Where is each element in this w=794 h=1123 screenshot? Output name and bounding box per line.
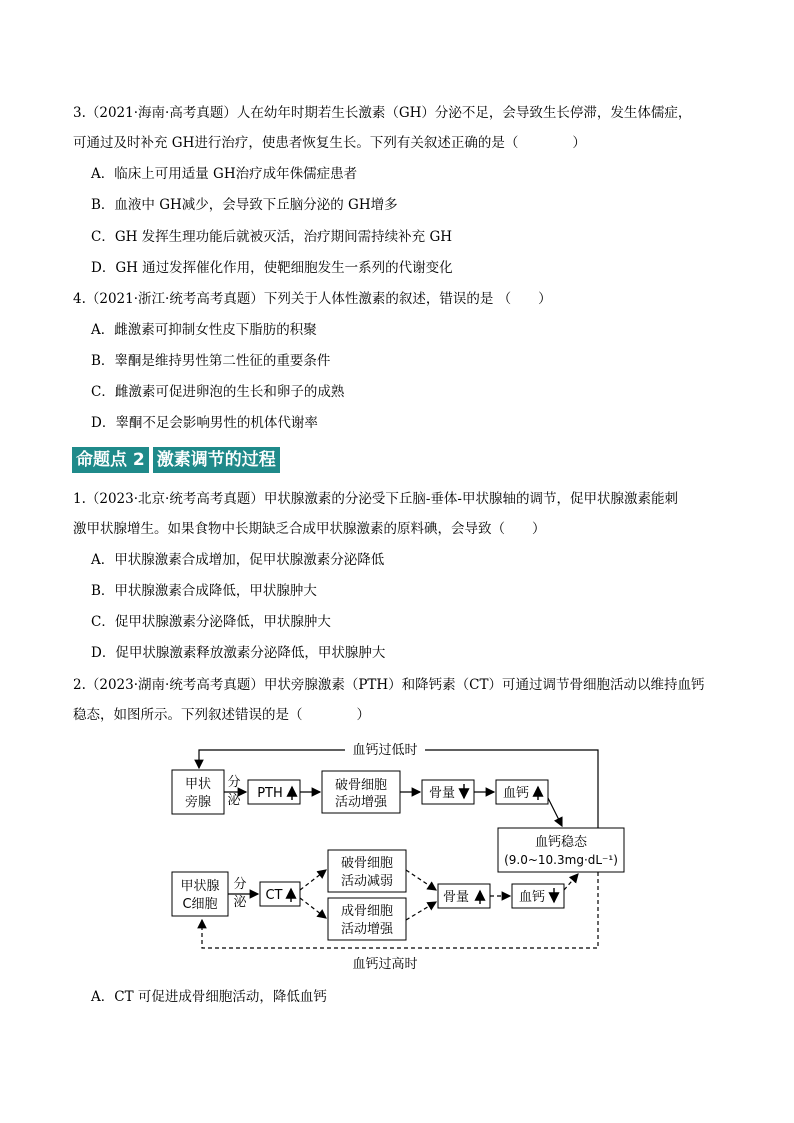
section-heading (72, 447, 280, 473)
parathyroid-line1: 甲状 (184, 777, 212, 792)
homeostasis-title: 血钙稳态 (534, 835, 588, 850)
osteoblast-up-line1: 成骨细胞 (340, 904, 394, 919)
q3-option-d: D．GH 通过发挥催化作用，使靶细胞发生一系列的代谢变化 (91, 260, 453, 276)
s2-stem-line2: 稳态，如图所示。下列叙述错误的是（ ） (73, 707, 370, 723)
q4-option-a: A．雌激素可抑制女性皮下脂肪的积聚 (91, 322, 317, 338)
q3-option-c: C．GH 发挥生理功能后就被灭活，治疗期间需持续补充 GH (91, 229, 453, 245)
osteoblast-up-line2: 活动增强 (340, 922, 394, 937)
s1-option-a: A．甲状腺激素合成增加，促甲状腺激素分泌降低 (91, 552, 385, 568)
section-title: 激素调节的过程 (153, 447, 280, 473)
ct-label: CT (265, 888, 283, 903)
s1-option-d: D．促甲状腺激素释放激素分泌降低，甲状腺肿大 (91, 645, 386, 661)
q4-option-b: B．睾酮是维持男性第二性征的重要条件 (91, 353, 331, 369)
pth-label: PTH (257, 786, 283, 801)
secrete-bottom-1: 分 (233, 877, 247, 892)
label-calcium-high: 血钙过高时 (352, 957, 418, 972)
thyroid-c-line1: 甲状腺 (180, 879, 220, 894)
q4-option-d: D．睾酮不足会影响男性的机体代谢率 (91, 415, 318, 431)
calcium-regulation-diagram (150, 740, 640, 975)
bone-mass-label-2: 骨量 (442, 890, 470, 905)
calcium-label-2: 血钙 (518, 890, 546, 905)
s1-stem-line2: 激甲状腺增生。如果食物中长期缺乏合成甲状腺激素的原料碘，会导致（ ） (73, 521, 546, 537)
s2-stem-line1: 2.（2023·湖南·统考高考真题）甲状旁腺激素（PTH）和降钙素（CT）可通过调节骨细胞活动以维持血钙 (73, 677, 705, 693)
q4-stem: 4.（2021·浙江·统考高考真题）下列关于人体性激素的叙述，错误的是 （ ） (73, 291, 552, 307)
s1-option-b: B．甲状腺激素合成降低，甲状腺肿大 (91, 583, 317, 599)
q3-stem-line2: 可通过及时补充 GH进行治疗，使患者恢复生长。下列有关叙述正确的是（ ） (73, 135, 586, 151)
osteoclast-down-line1: 破骨细胞 (340, 856, 394, 871)
parathyroid-line2: 旁腺 (184, 795, 212, 810)
thyroid-c-line2: C细胞 (182, 897, 218, 912)
q3-option-b: B．血液中 GH减少，会导致下丘脑分泌的 GH增多 (91, 197, 398, 213)
homeostasis-range: (9.0~10.3mg·dL⁻¹) (504, 853, 618, 867)
calcium-label-1: 血钙 (502, 786, 530, 801)
q3-stem-line1: 3.（2021·海南·高考真题）人在幼年时期若生长激素（GH）分泌不足，会导致生长停滞，发生体儒症， (73, 105, 692, 121)
s2-option-a: A．CT 可促进成骨细胞活动，降低血钙 (91, 989, 327, 1005)
secrete-top-2: 泌 (227, 793, 241, 808)
secrete-bottom-2: 泌 (233, 895, 247, 910)
section-tag: 命题点 2 (72, 447, 149, 473)
s1-option-c: C．促甲状腺激素分泌降低，甲状腺肿大 (91, 614, 331, 630)
secrete-top-1: 分 (227, 775, 241, 790)
osteoclast-up-line1: 破骨细胞 (334, 778, 388, 793)
osteoclast-up-line2: 活动增强 (334, 795, 388, 810)
osteoclast-down-line2: 活动减弱 (340, 874, 394, 889)
bone-mass-label-1: 骨量 (428, 786, 456, 801)
q4-option-c: C．雌激素可促进卵泡的生长和卵子的成熟 (91, 384, 345, 400)
label-calcium-low: 血钙过低时 (352, 743, 418, 758)
q3-option-a: A．临床上可用适量 GH治疗成年侏儒症患者 (91, 166, 358, 182)
s1-stem-line1: 1.（2023·北京·统考高考真题）甲状腺激素的分泌受下丘脑-垂体-甲状腺轴的调节，促甲状腺激素能刺 (73, 491, 678, 507)
